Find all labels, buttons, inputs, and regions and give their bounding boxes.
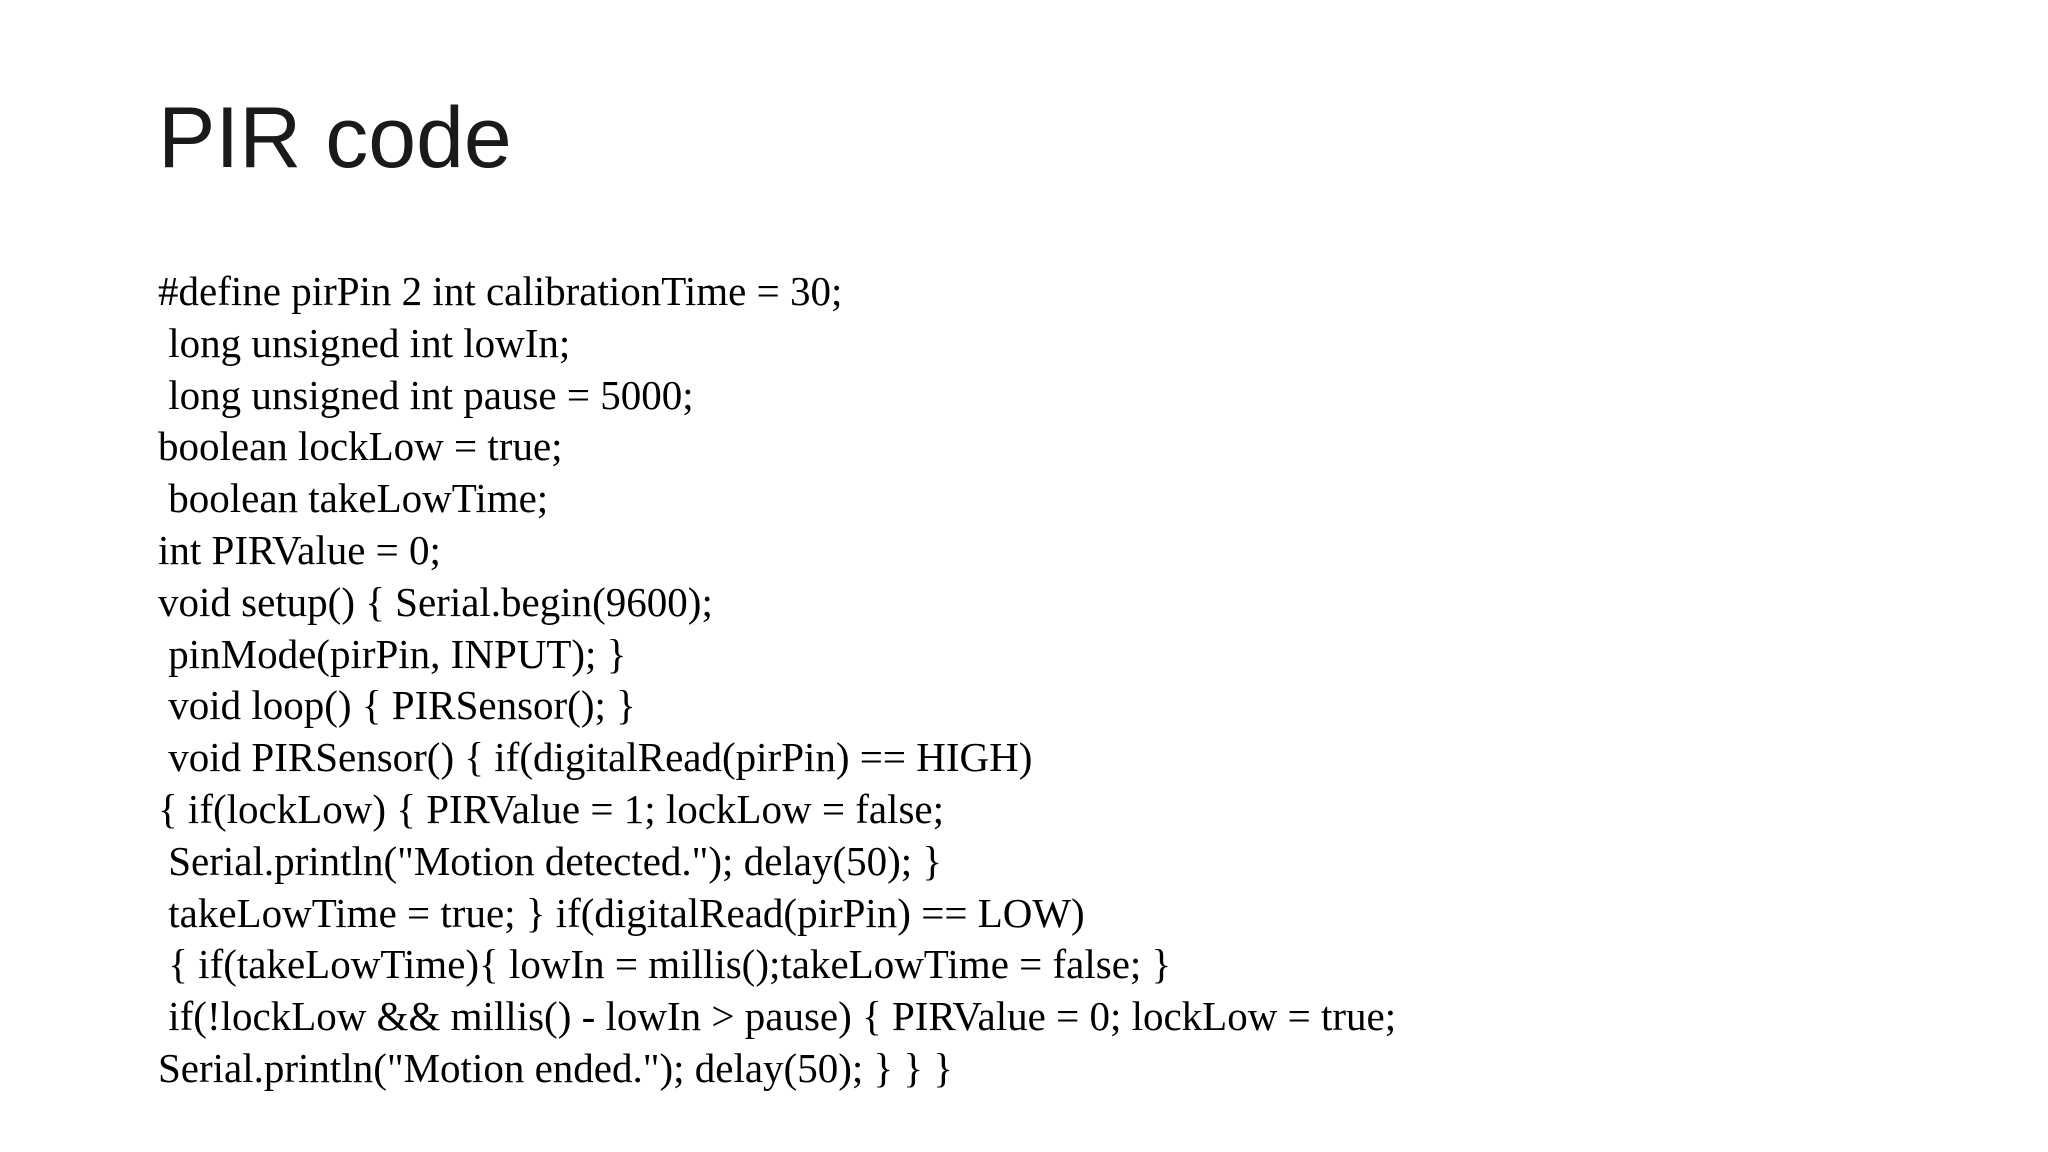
slide-title: PIR code [158, 90, 512, 186]
code-line: #define pirPin 2 int calibrationTime = 30; [158, 268, 843, 314]
code-line: void loop() { PIRSensor(); } [158, 682, 636, 729]
code-line: takeLowTime = true; } if(digitalRead(pirPin) == LOW) [158, 889, 1085, 936]
code-line: { if(takeLowTime){ lowIn = millis();takeLowTime = false; } [158, 941, 1172, 988]
code-line: Serial.println("Motion detected."); delay(50); } [158, 837, 943, 884]
code-line: void setup() { Serial.begin(9600); [158, 578, 713, 625]
code-line: long unsigned int lowIn; [158, 319, 571, 366]
code-line: pinMode(pirPin, INPUT); } [158, 630, 627, 677]
code-line: boolean lockLow = true; [158, 423, 563, 470]
code-line: int PIRValue = 0; [158, 526, 441, 573]
code-line: void PIRSensor() { if(digitalRead(pirPin) == HIGH) [158, 734, 1033, 781]
code-line: { if(lockLow) { PIRValue = 1; lockLow = false; [158, 785, 944, 832]
code-line: long unsigned int pause = 5000; [158, 371, 694, 418]
code-block [158, 266, 1396, 1095]
code-line: boolean takeLowTime; [158, 475, 549, 522]
code-line: Serial.println("Motion ended."); delay(50); } } } [158, 1044, 954, 1091]
code-line: if(!lockLow && millis() - lowIn > pause) { PIRValue = 0; lockLow = true; [158, 993, 1397, 1040]
